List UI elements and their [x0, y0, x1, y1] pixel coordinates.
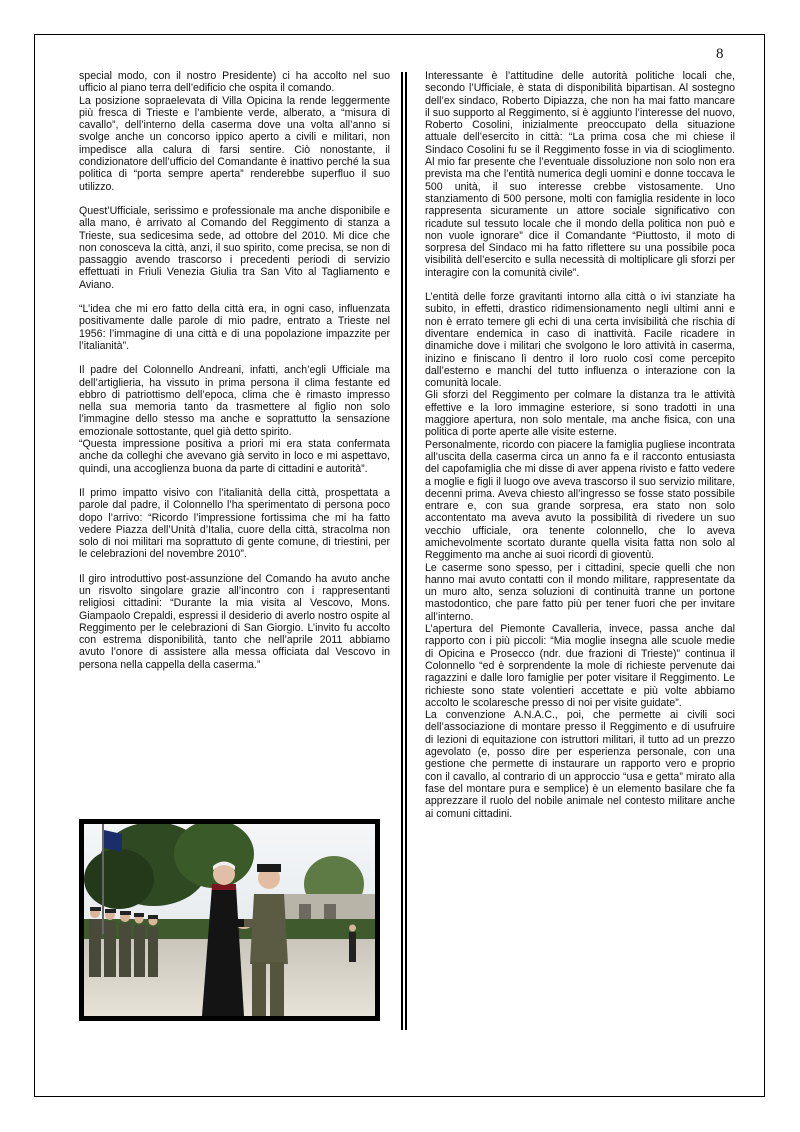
column-divider [405, 72, 407, 1030]
right-column [425, 70, 735, 820]
paragraph: special modo, con il nostro Presidente) ci ha accolto nel suo ufficio al piano terra dell’edificio che ospita il comando. [79, 70, 390, 95]
left-column [79, 70, 390, 683]
paragraph: Gli sforzi del Reggimento per colmare la distanza tra le attività effettive e la loro immagine esteriore, si sono tradotti in una maggiore apertura, non solo mentale, ma anche fisica, con una politica di porte aperte alle visite esterne. [425, 389, 735, 439]
paragraph: Le caserme sono spesso, per i cittadini, specie quelli che non hanno mai avuto contatti con il mondo militare, rappresentate da un muro alto, senza soluzioni di continuità tranne un portone mastodontico, che pare fatto più per tener fuori che per invitare all’interno. [425, 561, 735, 623]
page-number: 8 [716, 46, 724, 62]
paragraph: L’apertura del Piemonte Cavalleria, invece, passa anche dal rapporto con i più piccoli: “Mia moglie insegna alle scuole medie di Opicina e Prosecco (ndr. due frazioni di Trieste)” continua il Colonnello “ed è sorprendente la mole di richieste pervenute dai ragazzini e dalle loro famiglie per poter visitare il Reggimento. Le richieste sono state volentieri accettate e più volte abbiamo accolto le scolaresche presso di noi per visite guidate”. [425, 623, 735, 709]
paragraph: Il padre del Colonnello Andreani, infatti, anch’egli Ufficiale ma dell’artiglieria, ha vissuto in prima persona il clima festante ed ebbro di patriottismo dell’epoca, clima che è rimasto impresso nella sua memoria tanto da trasmettere al figlio non solo l’immagine dello stesso ma anche e soprattutto la sensazione emozionale sottostante, quel già detto spirito. [79, 364, 390, 438]
paragraph: L’entità delle forze gravitanti intorno alla città o ivi stanziate ha subito, in effetti, drastico ridimensionamento negli ultimi anni e non è errato temere gli echi di una certa invisibilità che rischia di diventare endemica in caso di inattività. Facile ricadere in dinamiche dove i militari che svolgono le loro attività in caserma, inizino e finiscano lì dentro il loro ruolo così come percepito dall’esterno e manchi del tutto influenza o interazione con la comunità locale. [425, 291, 735, 390]
paragraph: “L’idea che mi ero fatto della città era, in ogni caso, influenzata positivamente dalle parole di mio padre, entrato a Trieste nel 1956: l’immagine di una città e di una popolazione impazzite per l’italianità”. [79, 303, 390, 352]
paragraph: Il giro introduttivo post-assunzione del Comando ha avuto anche un risvolto singolare grazie all’incontro con i rappresentanti religiosi cittadini: “Durante la mia visita al Vescovo, Mons. Giampaolo Crepaldi, espressi il desiderio di averlo nostro ospite al Reggimento per le celebrazioni di San Giorgio. L’invito fu accolto con estrema disponibilità, tanto che nell’aprile 2011 abbiamo avuto l’onore di assistere alla messa officiata dal Vescovo in persona nella cappella della caserma.” [79, 572, 390, 671]
photo-illustration [84, 824, 375, 1016]
paragraph: Quest’Ufficiale, serissimo e professionale ma anche disponibile e alla mano, è arrivato al Comando del Reggimento di stanza a Trieste, sua sedicesima sede, ad ottobre del 2010. Mi dice che non conosceva la città, anzi, il suo spirito, come precisa, se non di passaggio avendo trascorso i precedenti periodi di servizio effettuati in Friuli Venezia Giulia tra San Vito al Tagliamento e Aviano. [79, 204, 390, 291]
paragraph: “Questa impressione positiva a priori mi era stata confermata anche da colleghi che avevano già servito in loco e mi aspettavo, quindi, una accoglienza buona da parte di cittadini e autorità”. [79, 438, 390, 475]
paragraph: Personalmente, ricordo con piacere la famiglia pugliese incontrata all’uscita della caserma circa un anno fa e il racconto entusiasta del capofamiglia che mi disse di aver appena rivisto e fatto vedere a moglie e figli il luogo ove aveva trascorso il suo servizio militare, decenni prima. Aveva chiesto all’ingresso se fosse stato possibile entrare e, con sua grande sorpresa, era stato non solo accontentato ma aveva avuto la possibilità di rivedere un suo vecchio ufficiale, ora tenente colonnello, che lo aveva amichevolmente scortato durante quella visita fatta non solo al Reggimento ma anche ai suoi ricordi di gioventù. [425, 438, 735, 562]
column-divider [401, 72, 403, 1030]
paragraph: Interessante è l’attitudine delle autorità politiche locali che, secondo l’Ufficiale, è stata di disponibilità bipartisan. Al sostegno dell’ex sindaco, Roberto Dipiazza, che non ha mai fatto mancare il suo supporto al Reggimento, si è aggiunto l’interesse del nuovo, Roberto Cosolini, inizialmente preoccupato della situazione attuale dell’esercito in città: “La prima cosa che mi chiese il Sindaco Cosolini fu se il Reggimento fosse in via di scioglimento. Al mio far presente che l’eventuale dissoluzione non solo non era prevista ma che l’entità numerica degli uomini e donne toccava le 500 unità, il suo interesse crebbe vistosamente. Uno stanziamento di 500 persone, molti con famiglia residente in loco rappresenta sicuramente un attore sociale significativo con ricadute sul tessuto locale che il mondo della politica non può e non vuole ignorare” dice il Comandante “Piuttosto, il moto di sorpresa del Sindaco mi ha fatto riflettere su una possibile poca visibilità dell’esercito e sulla necessità di moltiplicare gli sforzi per interagire con la comunità civile”. [425, 70, 735, 279]
paragraph: La convenzione A.N.A.C., poi, che permette ai civili soci dell’associazione di montare presso il Reggimento e di usufruire di lezioni di equitazione con istruttori militari, il tutto ad un prezzo agevolato (e, posso dire per esperienza personale, con una gestione che permette di instaurare un rapporto vero e proprio con il cavallo, al contrario di un approccio “usa e getta” mirato alla fase del montare pura e semplice) è un elemento basilare che fa apprezzare il ruolo del nobile animale nel contesto militare anche ai comuni cittadini. [425, 709, 735, 820]
paragraph: Il primo impatto visivo con l’italianità della città, prospettata a parole dal padre, il Colonnello l’ha sperimentato di persona poco dopo l’arrivo: “Ricordo l’impressione fortissima che mi ha fatto vedere Piazza dell’Unità d’Italia, cuore della città, stracolma non solo di noi militari ma soprattuto di gente comune, di triestini, per le celebrazioni del novembre 2010”. [79, 486, 390, 561]
paragraph: La posizione sopraelevata di Villa Opicina la rende leggermente più fresca di Trieste e l’ambiente verde, alberato, a “misura di cavallo”, dell’interno della caserma dove una volta all’anno si svolge anche un concorso ippico aperto a civili e militari, non impedisce alla calura di farsi sentire. Ciò nonostante, il condizionatore dell’ufficio del Comandante è inattivo perché la sua politica di “porta sempre aperta” renderebbe superfluo il suo utilizzo. [79, 94, 390, 193]
photo-bishop-and-colonel [79, 819, 380, 1021]
